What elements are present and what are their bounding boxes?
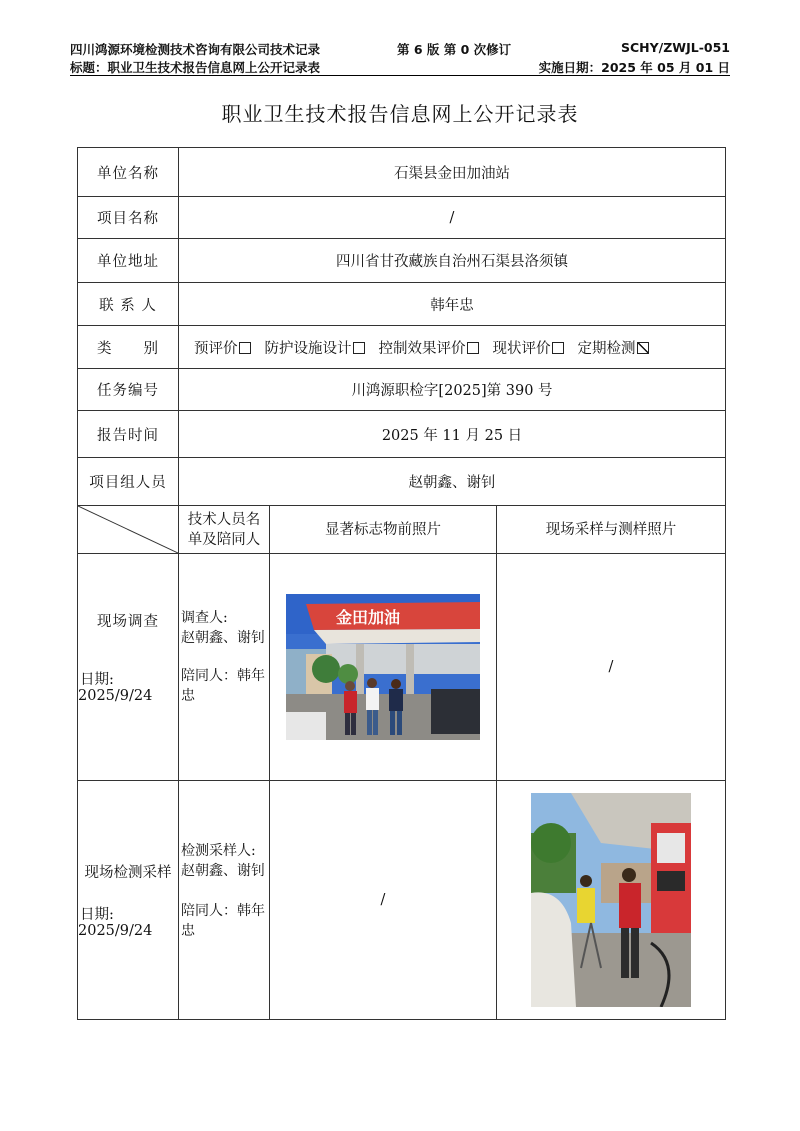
- diagonal-line: [78, 506, 178, 553]
- survey-staff: 赵朝鑫、谢钊: [181, 630, 265, 646]
- contact-value: 韩年忠: [179, 283, 726, 326]
- option-protection-design: [265, 341, 379, 357]
- checkbox-control-effect[interactable]: [467, 342, 479, 354]
- option-label: 现状评价: [492, 340, 551, 357]
- survey-companion-1: 陪同人：韩年: [181, 668, 265, 684]
- contact-label: 联 系 人: [78, 283, 179, 326]
- company-name: 四川鸿源环境检测技术咨询有限公司技术记录: [70, 42, 321, 57]
- survey-staff-title: 调查人:: [181, 610, 228, 626]
- row-category: [78, 326, 726, 369]
- row-team: [78, 458, 726, 506]
- option-pre-evaluation: [194, 341, 265, 357]
- checkbox-periodic-detection[interactable]: [637, 342, 649, 354]
- project-name-label: 项目名称: [78, 197, 179, 239]
- sampling-column-header: 现场采样与测样照片: [497, 506, 726, 554]
- survey-row: [78, 554, 726, 781]
- sampling-staff-cell: [179, 781, 270, 1020]
- page-title: 职业卫生技术报告信息网上公开记录表: [221, 102, 579, 126]
- sampling-staff: 赵朝鑫、谢钊: [181, 863, 265, 879]
- project-name-value: /: [179, 197, 726, 239]
- survey-landmark-photo-cell: [270, 554, 497, 781]
- sampling-companion-1: 陪同人：韩年: [181, 903, 265, 919]
- survey-label-cell: [78, 554, 179, 781]
- sampling-label-cell: [78, 781, 179, 1020]
- header-line-2: [70, 58, 730, 74]
- report-time-value: 2025 年 11 月 25 日: [179, 411, 726, 458]
- option-control-effect: [379, 341, 493, 357]
- category-options: [179, 326, 726, 369]
- unit-name-label: 单位名称: [78, 148, 179, 197]
- task-no-label: 任务编号: [78, 369, 179, 411]
- row-contact: [78, 283, 726, 326]
- diagonal-cell: [78, 506, 179, 554]
- landmark-column-header: 显著标志物前照片: [270, 506, 497, 554]
- record-table: [77, 147, 726, 1020]
- row-address: [78, 239, 726, 283]
- sampling-date-label: 日期:: [80, 907, 114, 923]
- gas-station-landmark-photo: [286, 594, 480, 740]
- sampling-label: 现场检测采样: [84, 865, 172, 881]
- survey-sampling-placeholder: /: [497, 554, 726, 781]
- option-periodic-detection: [578, 341, 649, 357]
- option-label: 防护设施设计: [264, 340, 352, 357]
- header-title: 标题：职业卫生技术报告信息网上公开记录表: [70, 60, 321, 75]
- staff-header-line-2: 单及陪同人: [187, 531, 261, 548]
- row-report-time: [78, 411, 726, 458]
- address-value: 四川省甘孜藏族自治州石渠县洛须镇: [179, 239, 726, 283]
- row-unit-name: [78, 148, 726, 197]
- sampling-photo: [531, 793, 691, 1007]
- task-no-value: 川鸿源职检字[2025]第 390 号: [179, 369, 726, 411]
- checkbox-status-evaluation[interactable]: [552, 342, 564, 354]
- effective-date: 实施日期：2025 年 05 月 01 日: [538, 60, 730, 75]
- header-line-1: [70, 40, 730, 56]
- team-label: 项目组人员: [78, 458, 179, 506]
- sampling-companion-2: 忠: [181, 923, 195, 939]
- gas-station-sign-text: 金田加油: [336, 608, 401, 627]
- sampling-photo-cell: [497, 781, 726, 1020]
- sampling-row: [78, 781, 726, 1020]
- option-status-evaluation: [493, 341, 578, 357]
- survey-staff-cell: [179, 554, 270, 781]
- report-time-label: 报告时间: [78, 411, 179, 458]
- checkbox-pre-evaluation[interactable]: [239, 342, 251, 354]
- survey-date: 2025/9/24: [78, 688, 153, 704]
- survey-date-label: 日期:: [80, 672, 114, 688]
- sampling-staff-title: 检测采样人:: [181, 843, 256, 859]
- sampling-landmark-placeholder: /: [270, 781, 497, 1020]
- photo-header-row: [78, 506, 726, 554]
- team-value: 赵朝鑫、谢钊: [179, 458, 726, 506]
- staff-header-line-1: 技术人员名: [187, 511, 261, 528]
- row-task-no: [78, 369, 726, 411]
- row-project-name: [78, 197, 726, 239]
- option-label: 控制效果评价: [378, 340, 466, 357]
- category-label: 类 别: [78, 326, 179, 369]
- survey-companion-2: 忠: [181, 688, 195, 704]
- survey-label: 现场调查: [97, 614, 159, 630]
- option-label: 定期检测: [577, 340, 636, 357]
- header-rule: [70, 75, 730, 76]
- checkbox-protection-design[interactable]: [353, 342, 365, 354]
- option-label: 预评价: [194, 340, 238, 357]
- address-label: 单位地址: [78, 239, 179, 283]
- sampling-date: 2025/9/24: [78, 923, 153, 939]
- doc-code: SCHY/ZWJL-051: [620, 40, 730, 55]
- unit-name-value: 石渠县金田加油站: [179, 148, 726, 197]
- version-info: 第 6 版 第 0 次修订: [397, 42, 512, 57]
- staff-column-header: [179, 506, 270, 554]
